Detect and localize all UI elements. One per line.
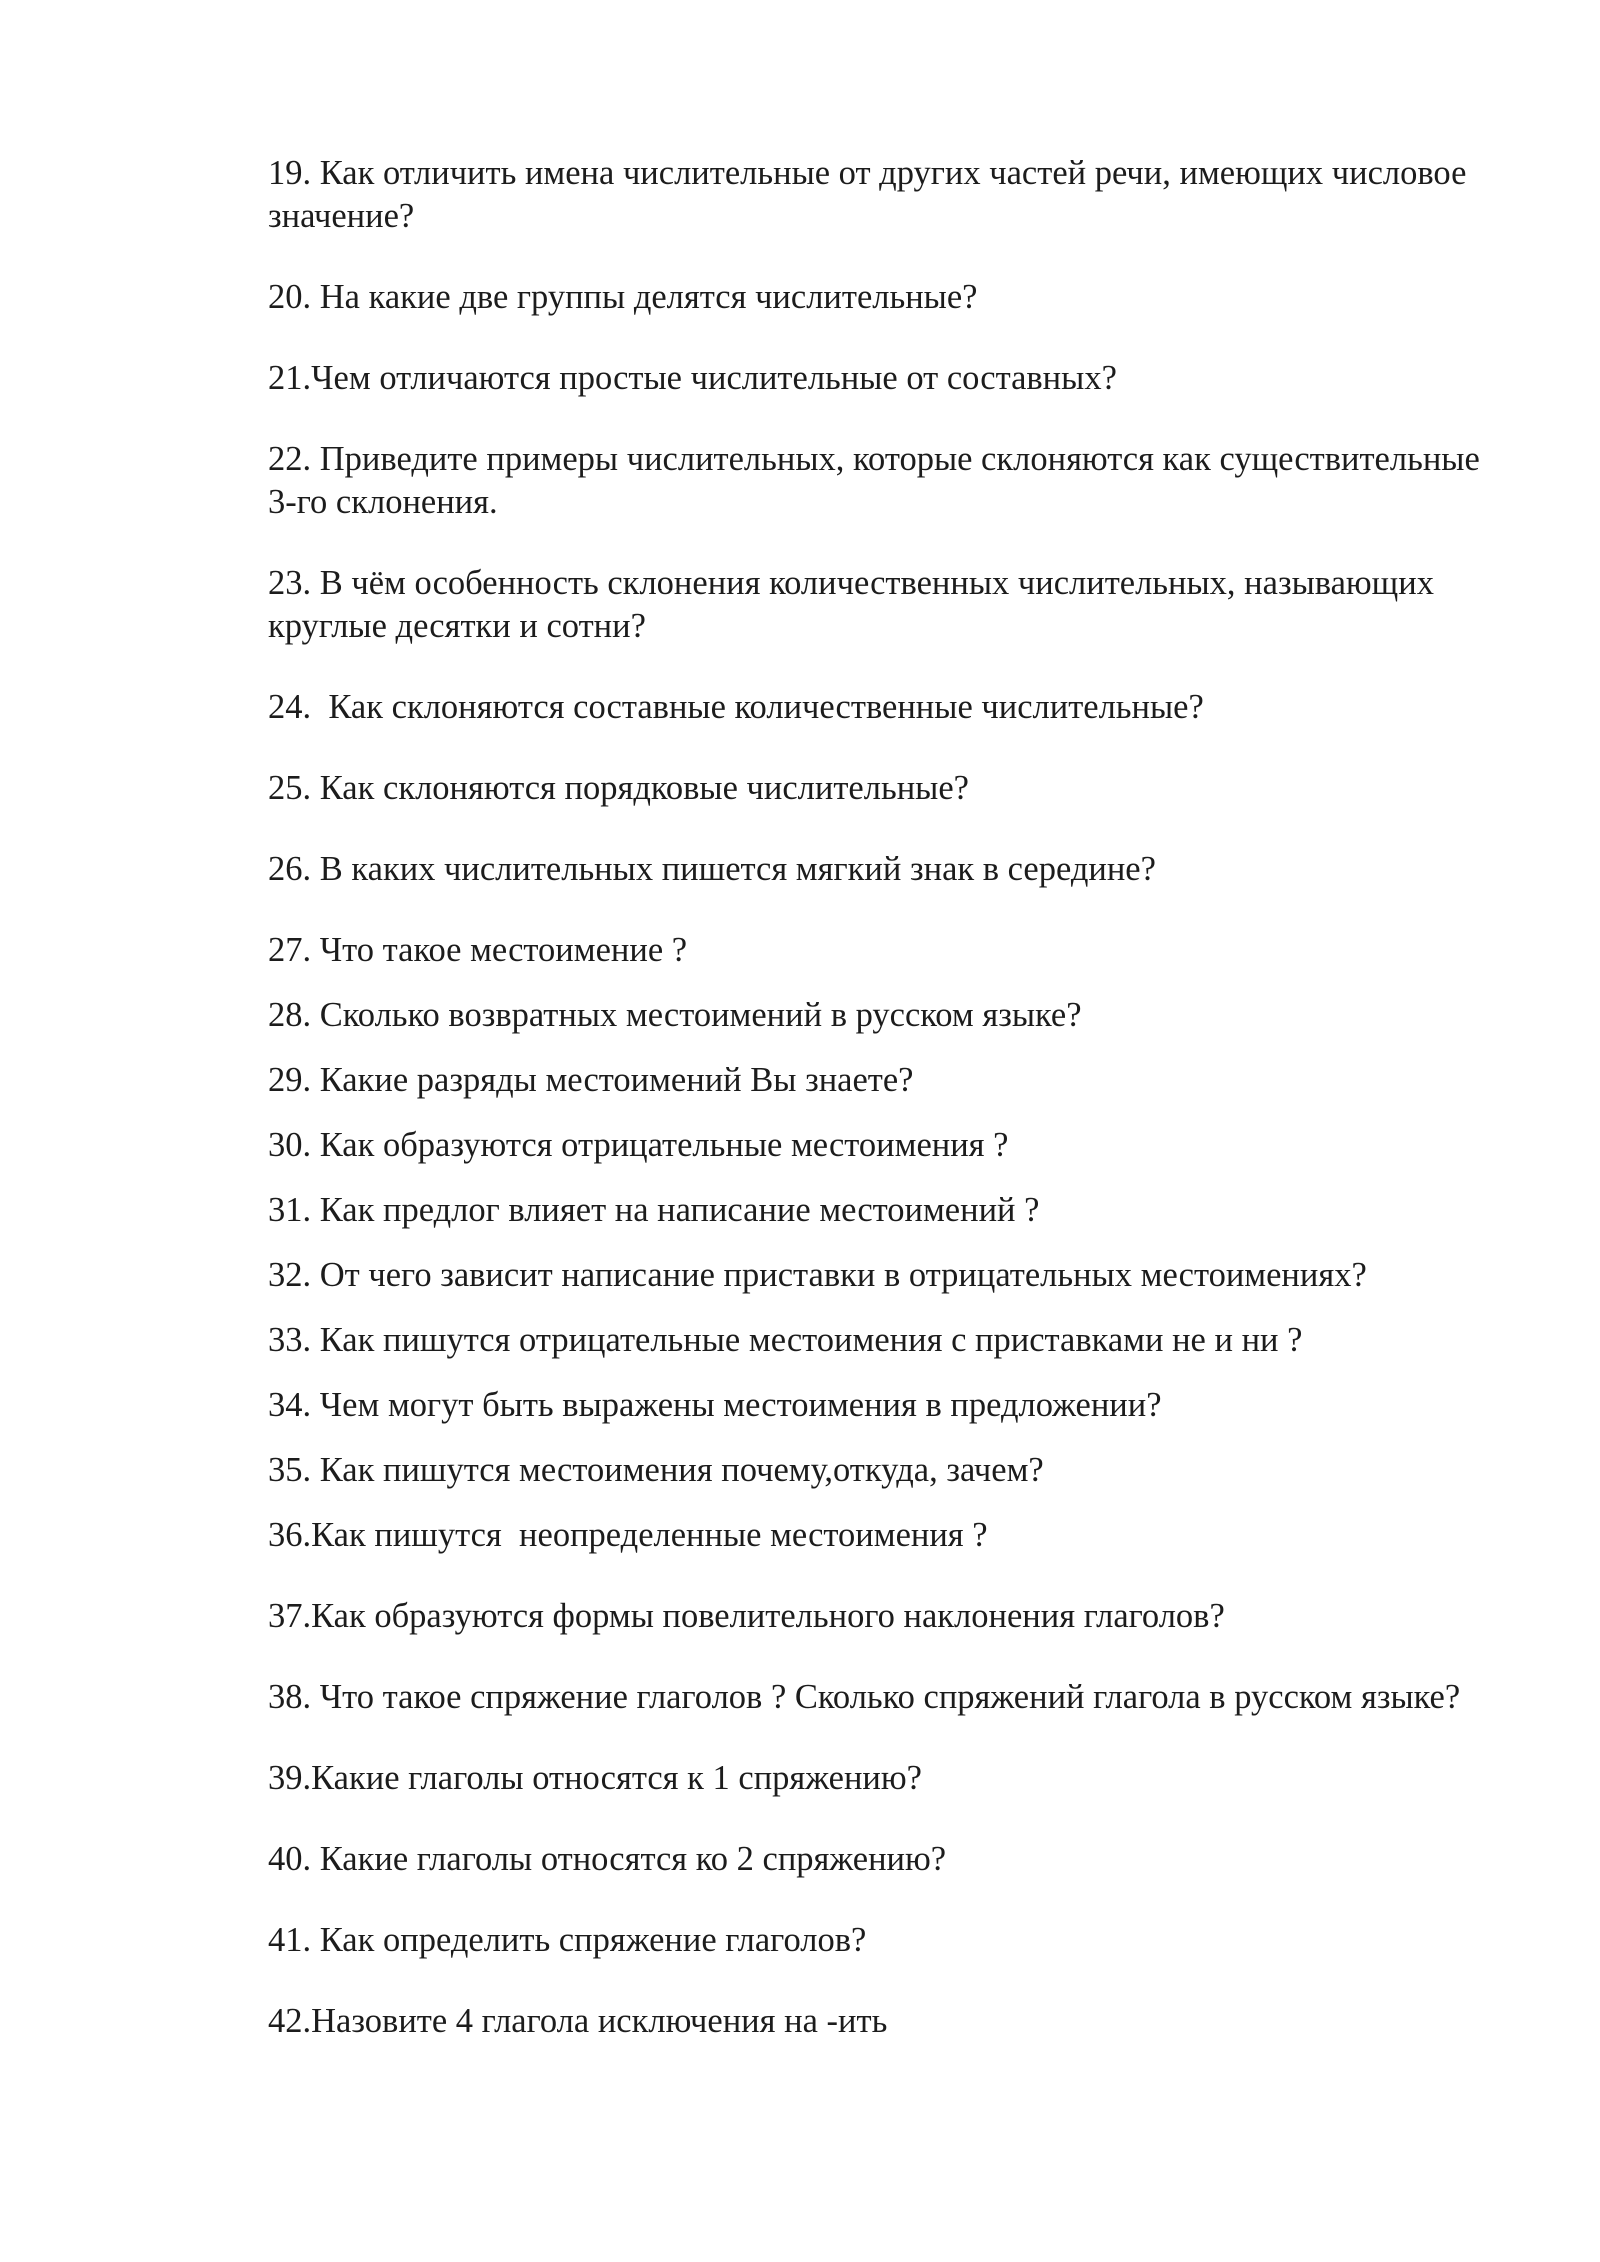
question-28: 28. Сколько возвратных местоимений в русском языке? <box>268 996 1082 1034</box>
question-19: 19. Как отличить имена числительные от других частей речи, имеющих числовое значение? <box>268 154 1476 235</box>
question-31: 31. Как предлог влияет на написание местоимений ? <box>268 1191 1040 1229</box>
question-27: 27. Что такое местоимение ? <box>268 931 688 969</box>
question-25: 25. Как склоняются порядковые числительные? <box>268 769 969 807</box>
question-35: 35. Как пишутся местоимения почему,откуда, зачем? <box>268 1451 1044 1489</box>
question-41: 41. Как определить спряжение глаголов? <box>268 1921 867 1959</box>
question-26: 26. В каких числительных пишется мягкий знак в середине? <box>268 850 1156 888</box>
question-38: 38. Что такое спряжение глаголов ? Сколько спряжений глагола в русском языке? <box>268 1678 1461 1716</box>
question-34: 34. Чем могут быть выражены местоимения в предложении? <box>268 1386 1162 1424</box>
question-37: 37.Как образуются формы повелительного наклонения глаголов? <box>268 1597 1225 1635</box>
question-40: 40. Какие глаголы относятся ко 2 спряжению? <box>268 1840 947 1878</box>
question-42: 42.Назовите 4 глагола исключения на -ить <box>268 2002 888 2040</box>
question-23: 23. В чём особенность склонения количественных числительных, называющих круглые десятки и сотни? <box>268 564 1443 645</box>
question-36: 36.Как пишутся неопределенные местоимения ? <box>268 1516 988 1554</box>
question-29: 29. Какие разряды местоимений Вы знаете? <box>268 1061 914 1099</box>
question-list <box>268 152 1500 2043</box>
question-32: 32. От чего зависит написание приставки в отрицательных местоимениях? <box>268 1256 1367 1294</box>
question-30: 30. Как образуются отрицательные местоимения ? <box>268 1126 1009 1164</box>
question-22: 22. Приведите примеры числительных, которые склоняются как существительные 3-го склонения. <box>268 440 1489 521</box>
question-39: 39.Какие глаголы относятся к 1 спряжению? <box>268 1759 922 1797</box>
question-20: 20. На какие две группы делятся числительные? <box>268 278 978 316</box>
question-21: 21.Чем отличаются простые числительные от составных? <box>268 359 1117 397</box>
question-24: 24. Как склоняются составные количественные числительные? <box>268 688 1204 726</box>
question-33: 33. Как пишутся отрицательные местоимения с приставками не и ни ? <box>268 1321 1303 1359</box>
